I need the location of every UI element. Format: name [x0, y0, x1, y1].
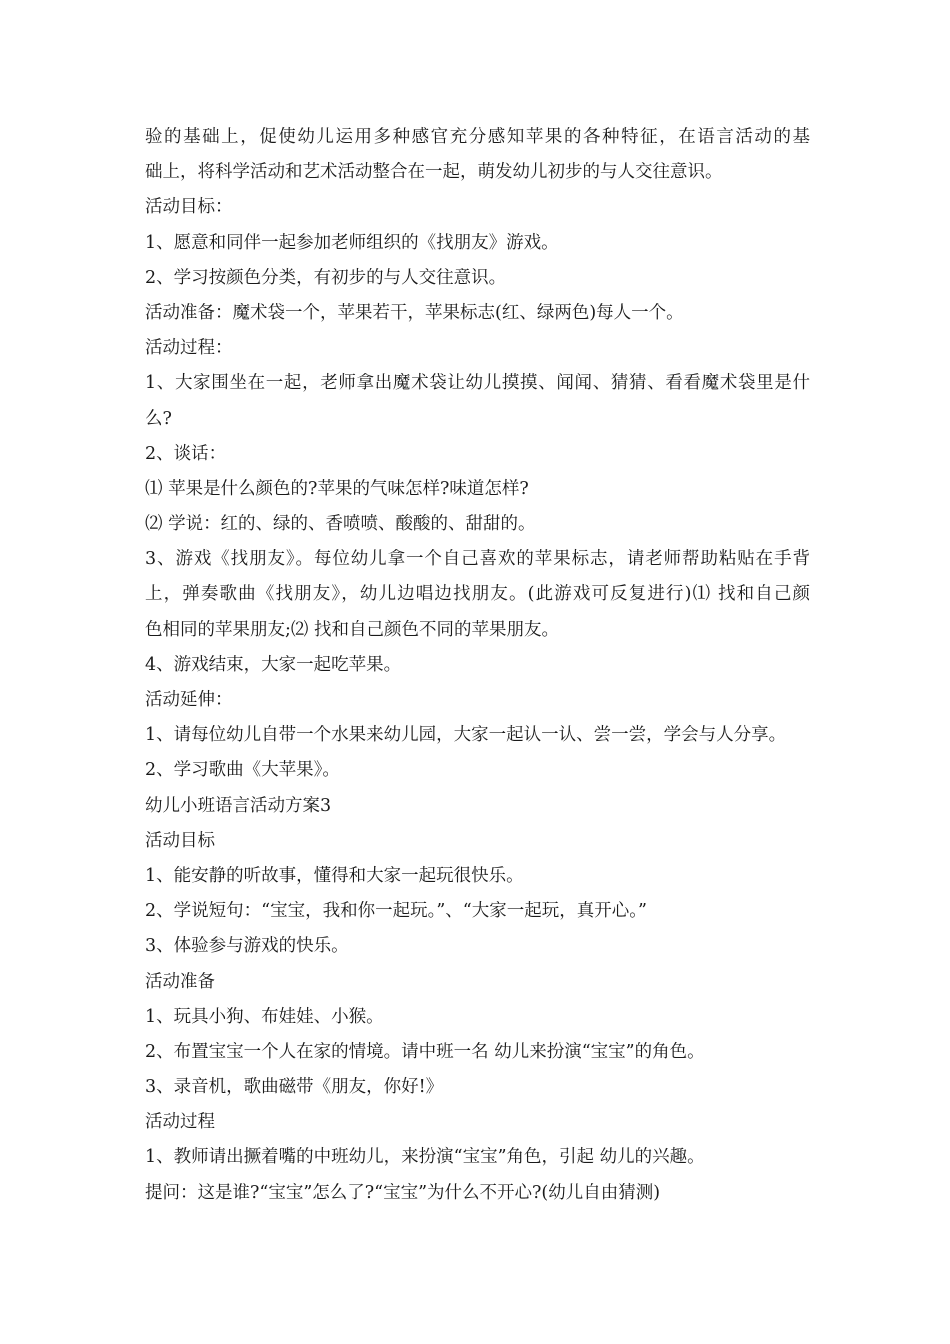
list-item: 1、请每位幼儿自带一个水果来幼儿园，大家一起认一认、尝一尝，学会与人分享。	[145, 725, 787, 746]
list-item: 4、游戏结束，大家一起吃苹果。	[145, 654, 402, 675]
section-heading: 活动延伸：	[145, 690, 233, 710]
list-item: 3、体验参与游戏的快乐。	[145, 936, 349, 957]
text-line: 么?	[145, 408, 172, 429]
list-item: 1、愿意和同伴一起参加老师组织的《找朋友》游戏。	[145, 232, 559, 253]
text-line: 验的基础上，促使幼儿运用多种感官充分感知苹果的各种特征，在语言活动的基	[145, 127, 810, 147]
text-line: 色相同的苹果朋友;⑵ 找和自己颜色不同的苹果朋友。	[145, 619, 559, 640]
list-item: 1、玩具小狗、布娃娃、小猴。	[145, 1006, 384, 1027]
list-item: ⑴ 苹果是什么颜色的?苹果的气味怎样?味道怎样?	[145, 478, 529, 499]
list-item: 2、学习歌曲《大苹果》。	[145, 760, 340, 781]
list-item: ⑵ 学说：红的、绿的、香喷喷、酸酸的、甜甜的。	[145, 514, 536, 535]
list-item: 2、谈话：	[145, 443, 227, 464]
text-line: 提问：这是谁?“宝宝”怎么了?“宝宝”为什么不开心?(幼儿自由猜测)	[145, 1182, 661, 1203]
section-heading: 活动过程	[145, 1112, 215, 1133]
list-item: 2、布置宝宝一个人在家的情境。请中班一名 幼儿来扮演“宝宝”的角色。	[145, 1041, 705, 1062]
list-item: 2、学习按颜色分类，有初步的与人交往意识。	[145, 267, 507, 288]
document-section-title: 幼儿小班语言活动方案3	[145, 795, 332, 816]
list-item: 1、教师请出撅着嘴的中班幼儿，来扮演“宝宝”角色，引起 幼儿的兴趣。	[145, 1147, 705, 1168]
list-item: 3、录音机，歌曲磁带《朋友，你好!》	[145, 1077, 444, 1098]
text-line: 础上，将科学活动和艺术活动整合在一起，萌发幼儿初步的与人交往意识。	[145, 162, 723, 183]
section-heading: 活动准备	[145, 971, 215, 992]
list-item: 3、游戏《找朋友》。每位幼儿拿一个自己喜欢的苹果标志，请老师帮助粘贴在手背	[145, 549, 810, 570]
text-line: 活动准备：魔术袋一个，苹果若干，苹果标志(红、绿两色)每人一个。	[145, 302, 684, 323]
list-item: 2、学说短句：“宝宝，我和你一起玩。”、“大家一起玩，真开心。”	[145, 901, 647, 922]
list-item: 1、大家围坐在一起，老师拿出魔术袋让幼儿摸摸、闻闻、猜猜、看看魔术袋里是什	[145, 373, 810, 394]
text-line: 上，弹奏歌曲《找朋友》，幼儿边唱边找朋友。(此游戏可反复进行)⑴ 找和自己颜	[145, 584, 810, 605]
document-body	[145, 120, 810, 1211]
list-item: 1、能安静的听故事，懂得和大家一起玩很快乐。	[145, 865, 524, 886]
section-heading: 活动过程：	[145, 338, 233, 359]
section-heading: 活动目标	[145, 830, 215, 851]
section-heading: 活动目标：	[145, 197, 233, 218]
